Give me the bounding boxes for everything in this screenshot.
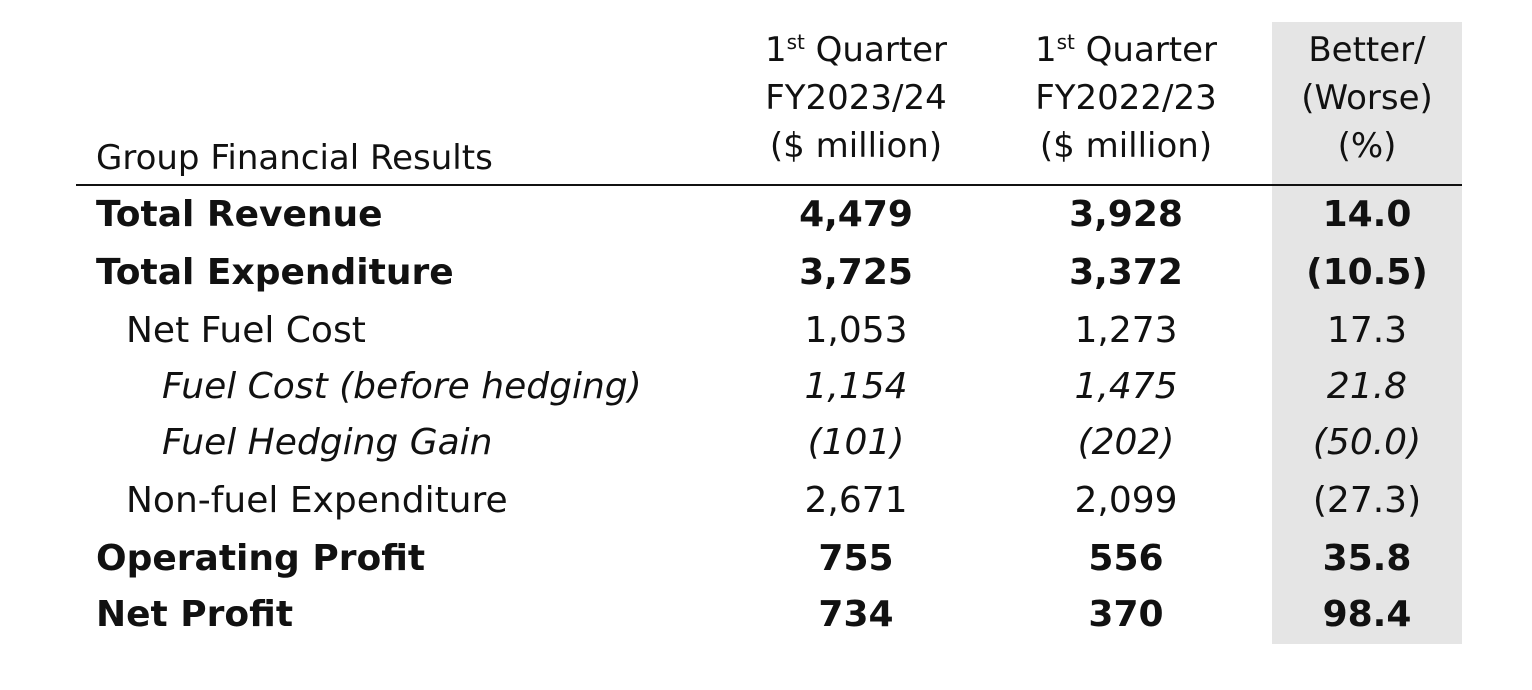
value-change: 14.0 [1322,194,1412,235]
value-fy2023-24: 4,479 [799,194,913,235]
value-fy2022-23: 370 [1088,594,1164,635]
value-fy2023-24: 3,725 [799,252,913,293]
value-change: 21.8 [1326,366,1408,407]
row-label: Fuel Cost (before hedging) [162,366,642,407]
row-label: Total Expenditure [96,252,454,293]
column-header-better-worse: Better/ (Worse) (%) [1301,30,1433,166]
value-fy2022-23: 3,372 [1069,252,1183,293]
value-fy2022-23: 1,273 [1074,310,1178,351]
value-fy2022-23: 2,099 [1074,480,1178,521]
value-change: 98.4 [1322,594,1412,635]
value-fy2023-24: 734 [818,594,894,635]
row-label: Non-fuel Expenditure [126,480,508,521]
row-label: Net Fuel Cost [126,310,366,351]
value-fy2023-24: 755 [818,538,894,579]
column-header-fy2022-23: 1st Quarter FY2022/23 ($ million) [1034,30,1218,166]
row-net-fuel-cost [76,302,1462,360]
value-change: (10.5) [1306,252,1428,293]
value-fy2022-23: 556 [1088,538,1164,579]
row-label: Net Profit [96,594,294,635]
value-change: (27.3) [1312,480,1422,521]
value-fy2023-24: 2,671 [804,480,908,521]
row-label: Fuel Hedging Gain [162,422,493,463]
value-change: 35.8 [1322,538,1412,579]
row-fuel-hedging-gain [76,414,1462,472]
row-label: Operating Profit [96,538,426,579]
row-label: Total Revenue [96,194,383,235]
value-fy2022-23: 1,475 [1074,366,1178,407]
value-fy2022-23: (202) [1077,422,1175,463]
row-operating-profit [76,530,1462,588]
row-total-expenditure [76,244,1462,302]
value-fy2023-24: (101) [807,422,905,463]
row-fuel-cost-before-hedging [76,358,1462,416]
value-fy2023-24: 1,053 [804,310,908,351]
column-header-fy2023-24: 1st Quarter FY2023/24 ($ million) [764,30,948,166]
value-change: (50.0) [1312,422,1422,463]
row-total-revenue [76,186,1462,244]
row-non-fuel-expenditure [76,472,1462,530]
value-fy2022-23: 3,928 [1069,194,1183,235]
financial-results-table [76,0,1462,690]
value-change: 17.3 [1326,310,1408,351]
row-net-profit [76,586,1462,644]
table-title: Group Financial Results [96,138,493,178]
value-fy2023-24: 1,154 [804,366,908,407]
